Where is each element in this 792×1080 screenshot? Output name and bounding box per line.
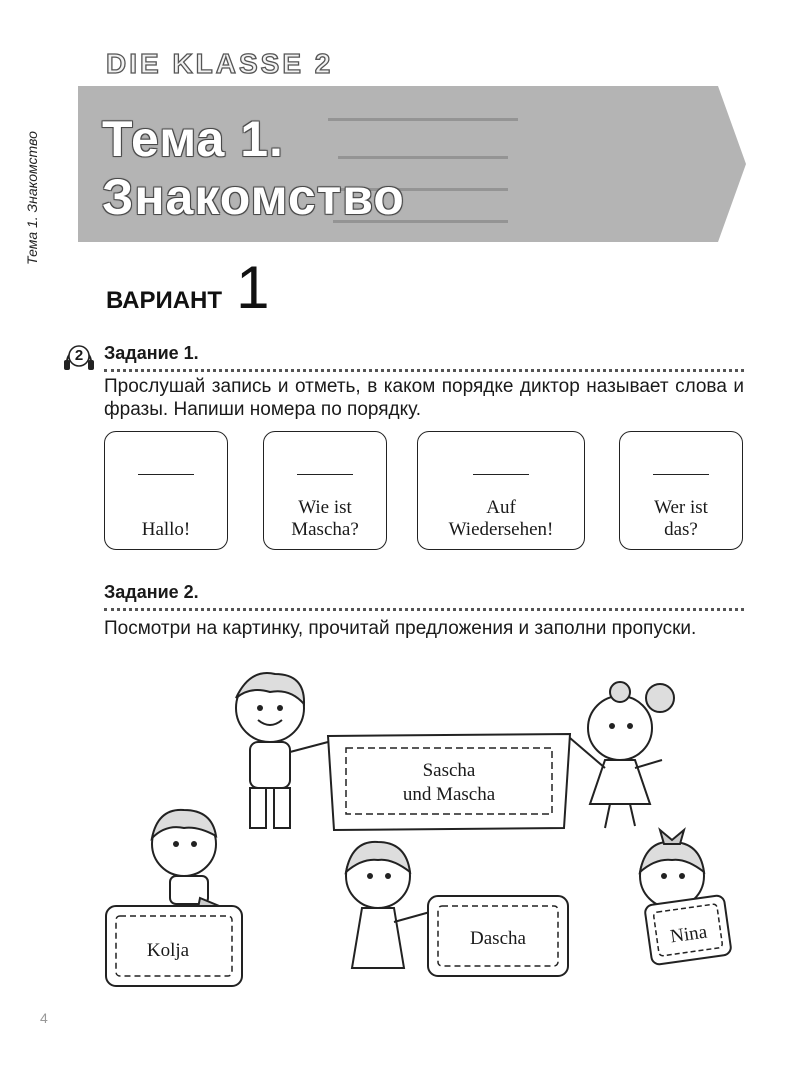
girl-dascha-figure [346,842,430,968]
variant-heading [106,254,270,321]
card-phrase-line2: das? [664,519,698,540]
card-phrase-line1: Wie ist [298,497,352,518]
task2-text: Посмотри на картинку, прочитай предложения и заполни пропуски. [104,618,697,639]
sign-name-nina: Nina [668,921,709,948]
running-header [18,40,48,270]
answer-blank[interactable] [473,474,529,475]
card-phrase [105,519,227,541]
theme-title [102,110,405,226]
card-phrase-line2: Hallo! [141,519,191,540]
answer-card[interactable] [263,431,387,550]
task1-text: Прослушай запись и отметь, в каком порядке диктор называет слова и фразы. Напиши номера по порядку. [104,376,744,420]
answer-blank[interactable] [653,474,709,475]
card-phrase [620,497,742,541]
sign-name-kolja: Kolja [146,940,190,961]
card-phrase-line1: Auf [486,497,516,518]
task1-heading: Задание 1. [104,343,744,372]
card-phrase-line2: Mascha? [291,519,359,540]
name-sign-dascha [428,896,568,976]
girl-mascha-figure [570,682,674,828]
audio-track-number: 2 [74,347,84,364]
name-banner [328,734,570,830]
name-sign-nina [644,895,732,966]
banner-name-1: Sascha [422,760,476,781]
banner-name-2: und Mascha [402,784,496,805]
headphones-icon [62,340,96,374]
class-label: DIE KLASSE 2 [106,48,334,79]
page-number: 4 [40,1010,48,1026]
running-header-text: Тема 1. Знакомство [24,131,40,265]
sign-name-dascha: Dascha [470,928,526,949]
card-phrase-line1: Wer ist [654,497,708,518]
children-illustration [100,668,750,998]
answer-card[interactable] [104,431,228,550]
girl-nina-figure [640,830,704,908]
answer-blank[interactable] [297,474,353,475]
theme-title-line1: Тема 1. [102,111,284,167]
card-phrase [418,497,584,541]
variant-label: ВАРИАНТ [106,287,223,314]
card-phrase [264,497,386,541]
task2-heading: Задание 2. [104,582,744,611]
variant-number: 1 [236,254,270,321]
boy-sascha-figure [236,673,328,828]
answer-card[interactable] [619,431,743,550]
answer-card[interactable] [417,431,585,550]
card-phrase-line2: Wiedersehen! [448,519,554,540]
answer-blank[interactable] [138,474,194,475]
name-sign-kolja [106,906,242,986]
theme-title-line2: Знакомство [102,169,405,225]
